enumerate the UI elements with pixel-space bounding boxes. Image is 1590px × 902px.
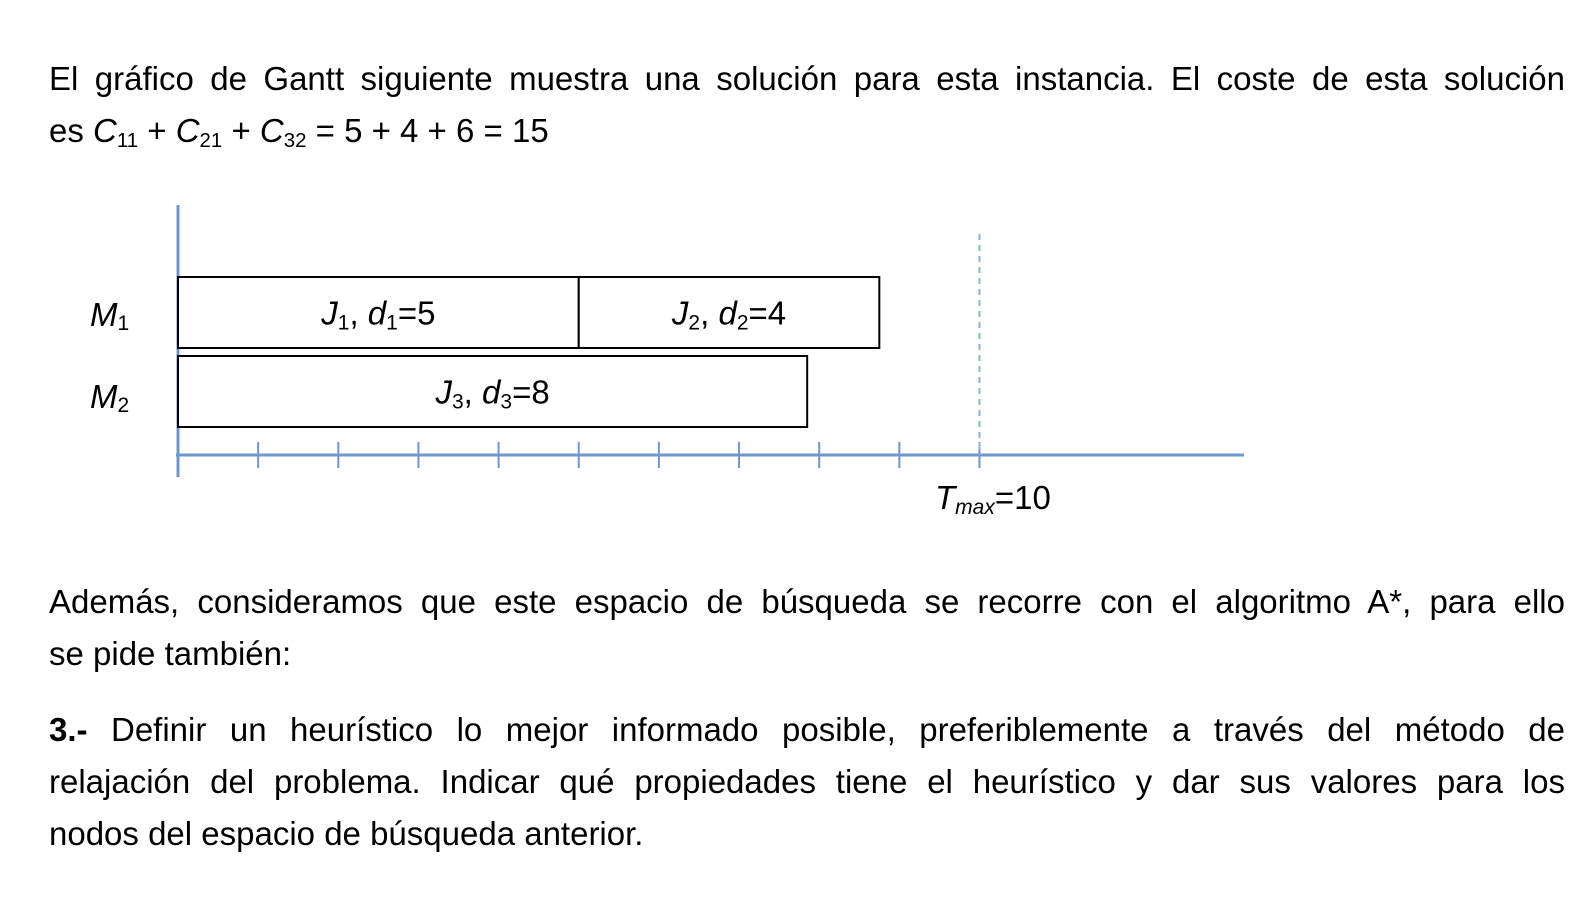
astar-line-1: Además, consideramos que este espacio de búsqueda se recorre con el algoritmo A*, para ello: [49, 583, 1565, 620]
machine-label-m1: M1: [90, 296, 130, 335]
cost-term-1: C: [93, 112, 117, 149]
question-3-paragraph: [49, 704, 1565, 860]
intro-line-1: El gráfico de Gantt siguiente muestra una solución para esta instancia. El coste de esta solución: [49, 60, 1565, 97]
question-3-line-3: nodos del espacio de búsqueda anterior.: [49, 815, 644, 852]
cost-term-1-sub: 11: [116, 129, 139, 153]
gantt-bars: [178, 277, 879, 427]
equation-tail: = 5 + 4 + 6 = 15: [306, 112, 549, 149]
question-3-text: Definir un heurístico lo mejor informado posible, preferiblemente a través del método de: [87, 711, 1565, 748]
question-3-line-2: relajación del problema. Indicar qué propiedades tiene el heurístico y dar sus valores para los: [49, 763, 1565, 800]
question-3-line-1: [49, 704, 1565, 756]
gantt-bar-label-j1: J1, d1=5: [321, 294, 436, 335]
machine-label-m2: M2: [90, 378, 130, 417]
cost-term-2-sub: 21: [199, 129, 223, 153]
plus-2: +: [222, 112, 260, 149]
gantt-bar-label-j2: J2, d2=4: [671, 294, 787, 335]
question-number: 3.-: [49, 711, 88, 748]
astar-line-2: se pide también:: [49, 635, 292, 672]
plus-1: +: [138, 112, 176, 149]
gantt-bar-label-j3: J3, d3=8: [435, 373, 550, 414]
cost-term-3-sub: 32: [283, 129, 307, 153]
cost-term-3: C: [259, 112, 284, 149]
cost-term-2: C: [175, 112, 200, 149]
intro-prefix: es: [49, 112, 94, 149]
deadline-label: Tmax=10: [935, 479, 1051, 519]
astar-paragraph: [49, 576, 1565, 680]
